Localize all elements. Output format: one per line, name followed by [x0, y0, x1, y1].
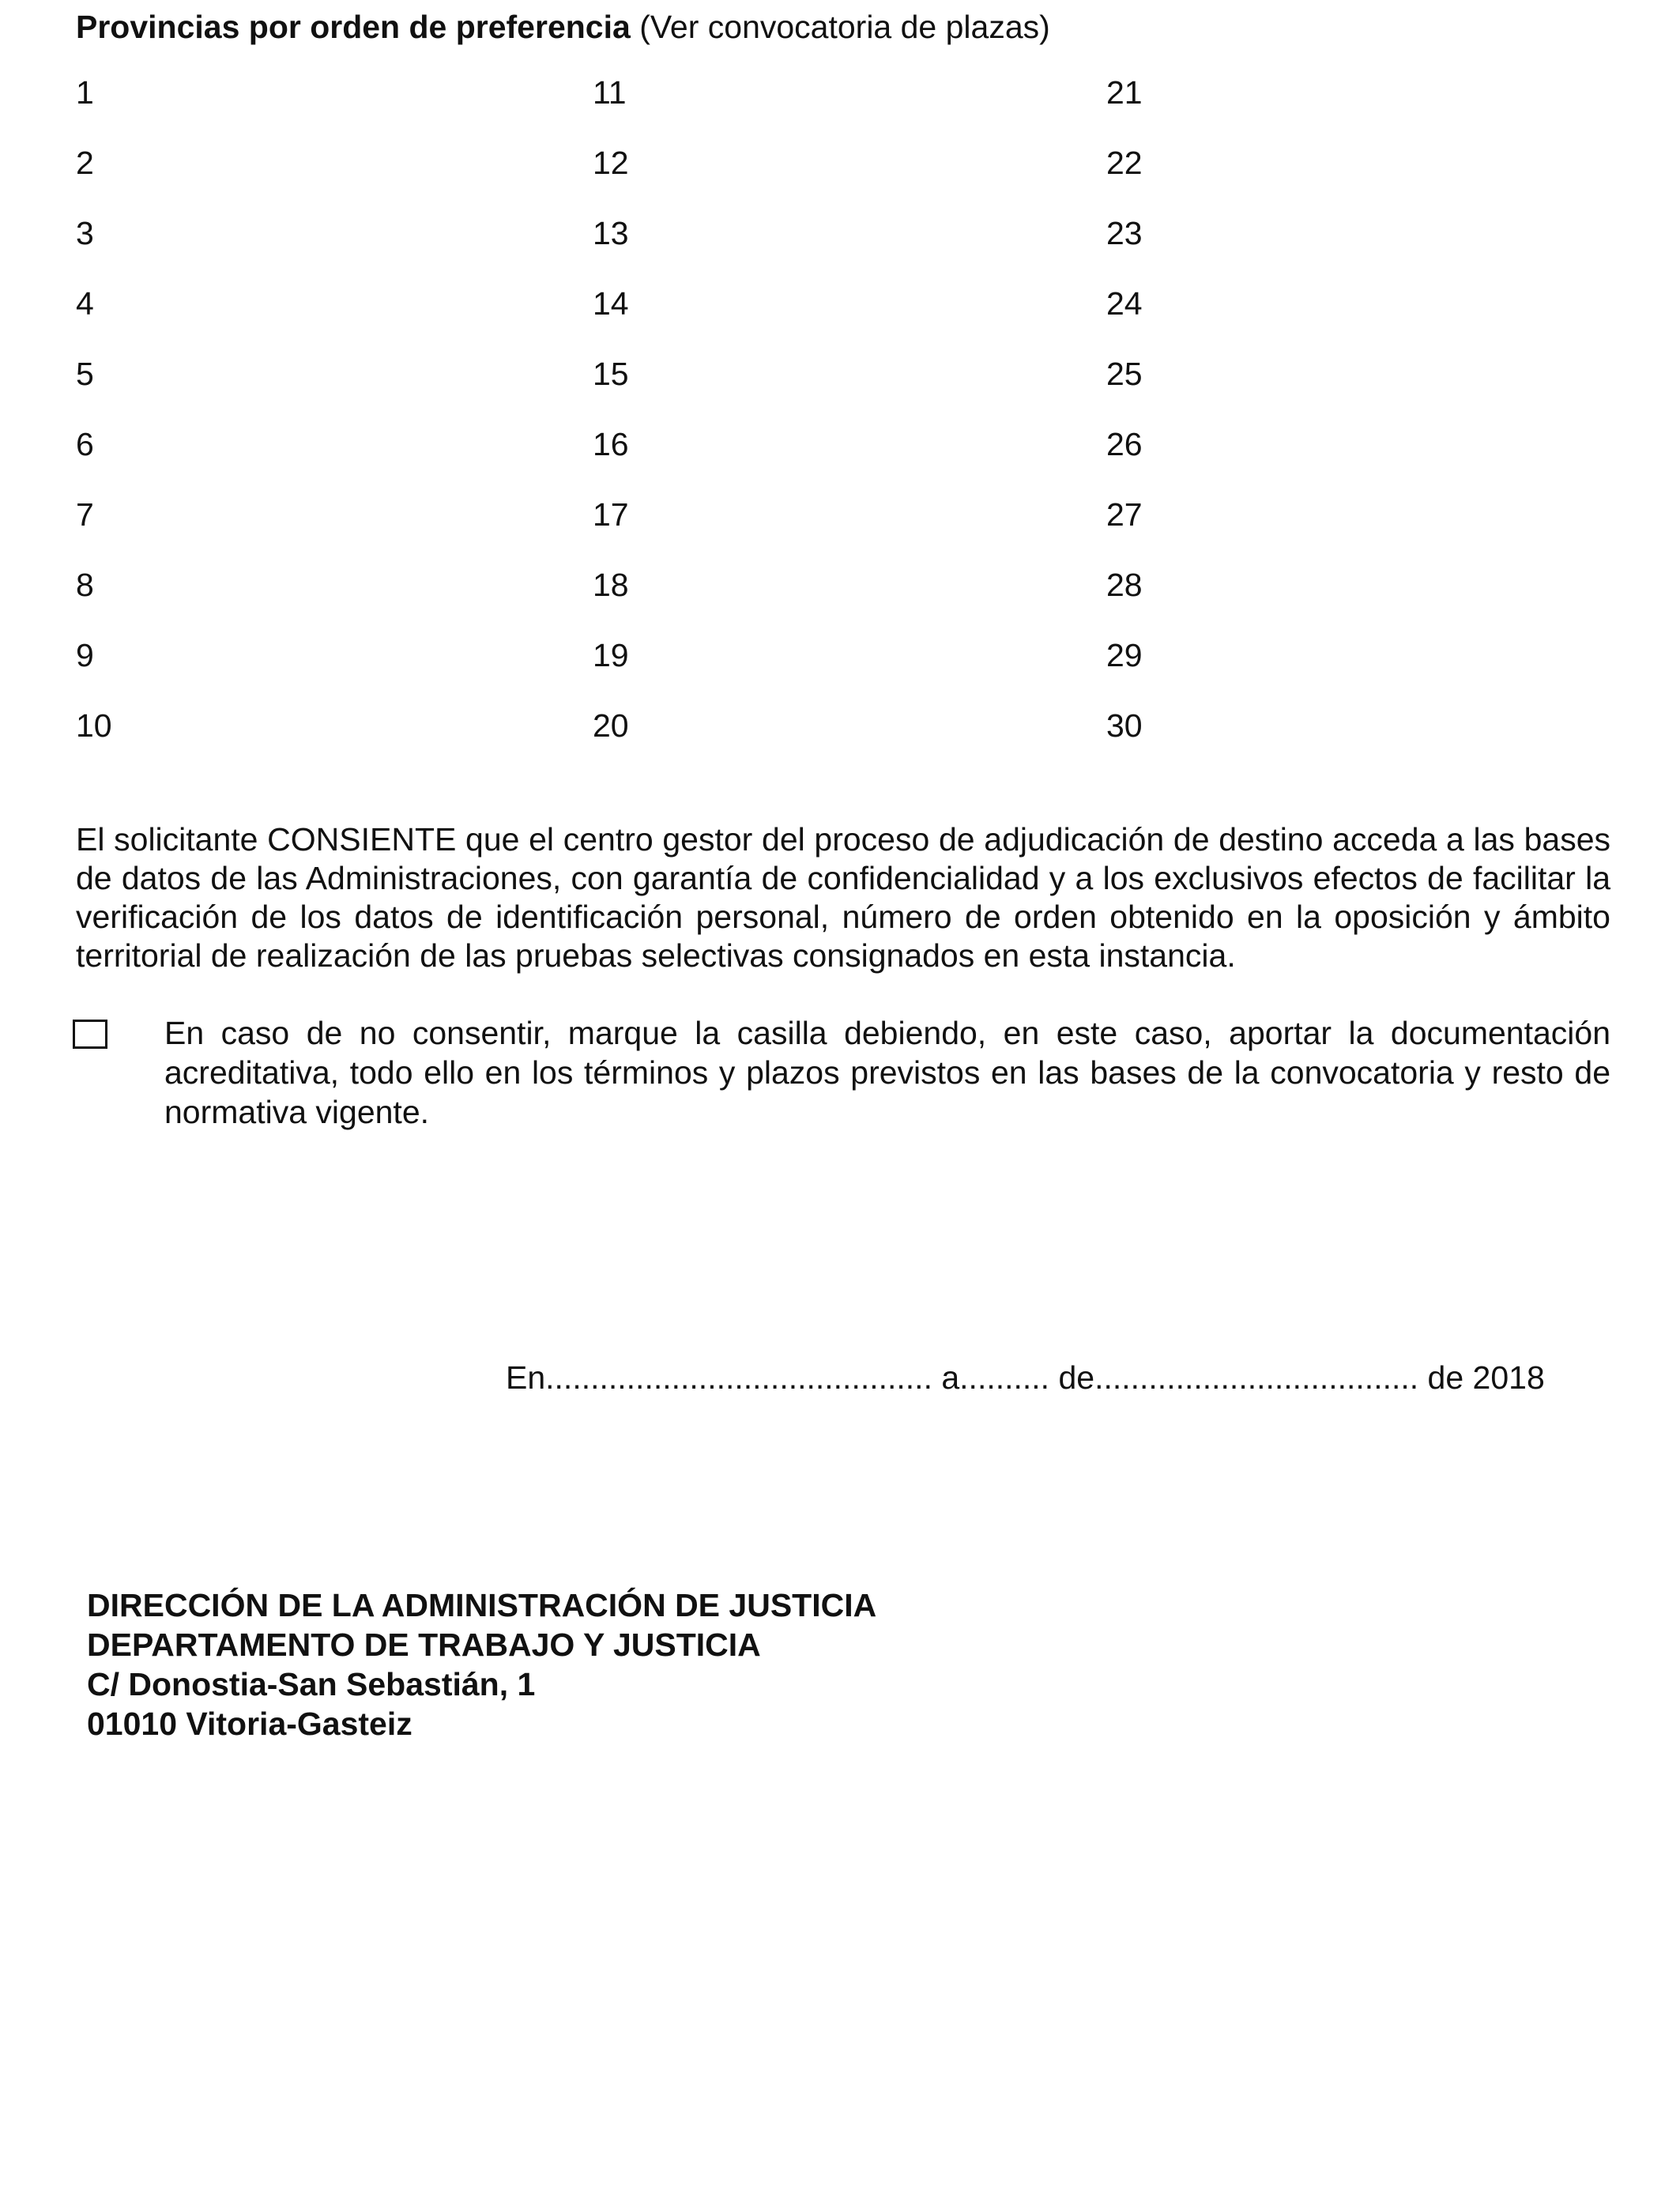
preference-slot-number: 12: [593, 145, 629, 181]
preference-slot-number: 18: [593, 567, 629, 603]
preference-slot-number: 15: [593, 356, 629, 392]
preference-slot-number: 8: [76, 567, 94, 603]
preference-slot-number: 1: [76, 74, 94, 111]
province-preference-grid: [76, 73, 1182, 744]
preference-slot-number: 17: [593, 496, 629, 533]
preference-slot-number: 14: [593, 285, 629, 322]
preference-slot-number: 3: [76, 215, 94, 251]
no-consent-text: En caso de no consentir, marque la casilla debiendo, en este caso, aportar la documentación acreditativa, todo ello en los términos y plazos previstos en las bases de la convocatoria y resto de normativa vigente.: [164, 1015, 1610, 1130]
preferences-heading-bold: Provincias por orden de preferencia: [76, 9, 631, 45]
preference-slot-number: 30: [1106, 707, 1143, 744]
preference-slot-number: 27: [1106, 496, 1143, 533]
preference-slot-number: 23: [1106, 215, 1143, 251]
preference-slot-number: 13: [593, 215, 629, 251]
preference-slot-number: 29: [1106, 637, 1143, 673]
place-date-line: En........................................... a.......... de.................................... de 2018: [506, 1359, 1545, 1396]
preference-slot-number: 9: [76, 637, 94, 673]
preferences-heading: [76, 8, 1050, 47]
consent-paragraph: El solicitante CONSIENTE que el centro gestor del proceso de adjudicación de destino acceda a las bases de datos de las Administraciones, con garantía de confidencialidad y a los exclusivos efectos de facilitar la verificación de los datos de identificación personal, número de orden obtenido en la oposición y ámbito territorial de realización de las pruebas selectivas consignados en esta instancia.: [76, 821, 1610, 974]
preference-slot-number: 10: [76, 707, 112, 744]
preference-slot-number: 24: [1106, 285, 1143, 322]
preference-slot-number: 7: [76, 496, 94, 533]
preference-slot-number: 4: [76, 285, 94, 322]
preference-slot-number: 25: [1106, 356, 1143, 392]
recipient-address: [87, 1585, 876, 1744]
preference-slot-number: 28: [1106, 567, 1143, 603]
preference-slot-number: 5: [76, 356, 94, 392]
address-line: DEPARTAMENTO DE TRABAJO Y JUSTICIA: [87, 1627, 761, 1663]
preference-slot-number: 19: [593, 637, 629, 673]
preference-slot-number: 2: [76, 145, 94, 181]
preference-slot-number: 6: [76, 426, 94, 462]
preference-slot-number: 21: [1106, 74, 1143, 111]
no-consent-checkbox[interactable]: [73, 1020, 107, 1049]
preference-slot-number: 16: [593, 426, 629, 462]
preference-slot-number: 11: [593, 74, 627, 111]
preferences-heading-note: (Ver convocatoria de plazas): [630, 9, 1050, 45]
preference-slot-number: 22: [1106, 145, 1143, 181]
preference-slot-number: 20: [593, 707, 629, 744]
address-line: 01010 Vitoria-Gasteiz: [87, 1706, 412, 1742]
address-line: DIRECCIÓN DE LA ADMINISTRACIÓN DE JUSTICIA: [87, 1587, 877, 1623]
preference-slot-number: 26: [1106, 426, 1143, 462]
address-line: C/ Donostia-San Sebastián, 1: [87, 1666, 536, 1702]
